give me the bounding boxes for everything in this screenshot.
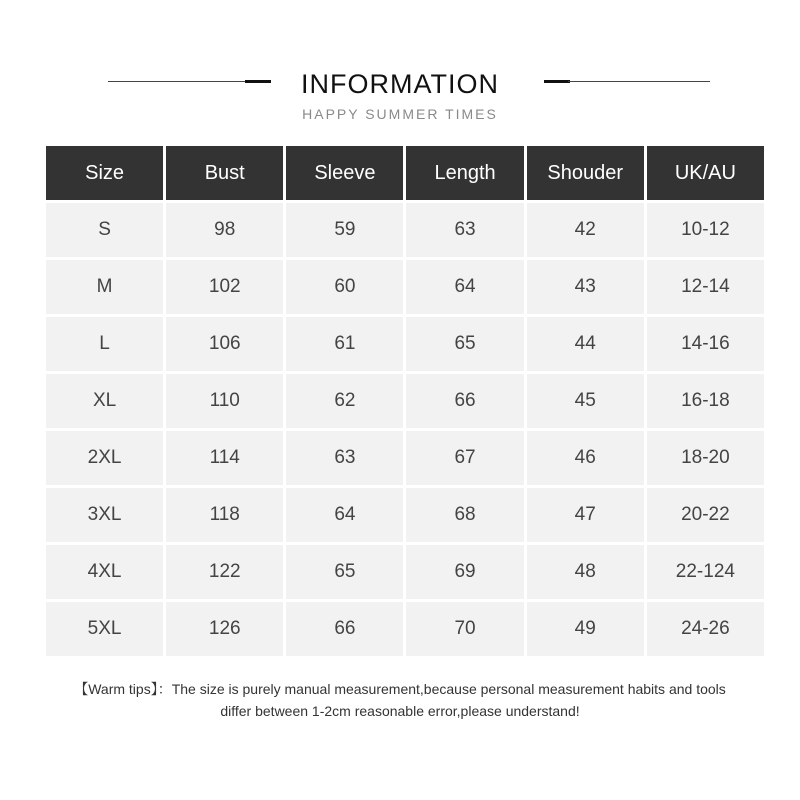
table-cell: 42 bbox=[527, 203, 644, 257]
table-cell: 64 bbox=[286, 488, 403, 542]
right-divider-line bbox=[568, 81, 710, 82]
table-cell: 48 bbox=[527, 545, 644, 599]
table-cell: S bbox=[46, 203, 163, 257]
table-cell: 69 bbox=[406, 545, 523, 599]
table-row bbox=[46, 374, 764, 428]
table-cell: 12-14 bbox=[647, 260, 764, 314]
table-cell: 65 bbox=[406, 317, 523, 371]
table-row bbox=[46, 602, 764, 656]
table-cell: 102 bbox=[166, 260, 283, 314]
column-header-shoulder: Shouder bbox=[527, 146, 644, 200]
table-cell: 24-26 bbox=[647, 602, 764, 656]
table-cell: 59 bbox=[286, 203, 403, 257]
table-row bbox=[46, 488, 764, 542]
page-header bbox=[0, 66, 800, 126]
table-cell: 20-22 bbox=[647, 488, 764, 542]
table-row bbox=[46, 431, 764, 485]
table-cell: 18-20 bbox=[647, 431, 764, 485]
column-header-sleeve: Sleeve bbox=[286, 146, 403, 200]
table-cell: 67 bbox=[406, 431, 523, 485]
table-cell: 66 bbox=[406, 374, 523, 428]
page-title: INFORMATION bbox=[301, 69, 499, 99]
table-cell: 61 bbox=[286, 317, 403, 371]
table-cell: 114 bbox=[166, 431, 283, 485]
table-cell: 45 bbox=[527, 374, 644, 428]
table-cell: 60 bbox=[286, 260, 403, 314]
table-cell: M bbox=[46, 260, 163, 314]
table-cell: 16-18 bbox=[647, 374, 764, 428]
column-header-length: Length bbox=[406, 146, 523, 200]
table-cell: 49 bbox=[527, 602, 644, 656]
table-cell: 68 bbox=[406, 488, 523, 542]
table-cell: 98 bbox=[166, 203, 283, 257]
table-row bbox=[46, 260, 764, 314]
table-cell: 3XL bbox=[46, 488, 163, 542]
table-cell: 70 bbox=[406, 602, 523, 656]
table-cell: 22-124 bbox=[647, 545, 764, 599]
right-divider-accent bbox=[544, 80, 570, 83]
column-header-uk-au: UK/AU bbox=[647, 146, 764, 200]
table-cell: 10-12 bbox=[647, 203, 764, 257]
table-cell: 63 bbox=[406, 203, 523, 257]
table-cell: XL bbox=[46, 374, 163, 428]
table-cell: 63 bbox=[286, 431, 403, 485]
table-cell: 47 bbox=[527, 488, 644, 542]
warm-tips-line-2: differ between 1-2cm reasonable error,please understand! bbox=[220, 703, 580, 719]
table-cell: L bbox=[46, 317, 163, 371]
column-header-size: Size bbox=[46, 146, 163, 200]
table-cell: 46 bbox=[527, 431, 644, 485]
table-row bbox=[46, 203, 764, 257]
table-cell: 118 bbox=[166, 488, 283, 542]
table-row bbox=[46, 545, 764, 599]
table-header-row bbox=[46, 146, 764, 200]
size-chart-table bbox=[43, 143, 767, 659]
table-cell: 122 bbox=[166, 545, 283, 599]
warm-tips-line-1: 【Warm tips】：The size is purely manual measurement,because personal measurement habits and tools bbox=[74, 681, 726, 697]
column-header-bust: Bust bbox=[166, 146, 283, 200]
table-cell: 64 bbox=[406, 260, 523, 314]
table-cell: 110 bbox=[166, 374, 283, 428]
table-cell: 66 bbox=[286, 602, 403, 656]
table-cell: 62 bbox=[286, 374, 403, 428]
table-cell: 5XL bbox=[46, 602, 163, 656]
table-cell: 44 bbox=[527, 317, 644, 371]
table-cell: 43 bbox=[527, 260, 644, 314]
table-cell: 14-16 bbox=[647, 317, 764, 371]
page-subtitle: HAPPY SUMMER TIMES bbox=[302, 106, 498, 122]
table-cell: 106 bbox=[166, 317, 283, 371]
table-cell: 126 bbox=[166, 602, 283, 656]
table-row bbox=[46, 317, 764, 371]
table-cell: 4XL bbox=[46, 545, 163, 599]
table-cell: 2XL bbox=[46, 431, 163, 485]
table-cell: 65 bbox=[286, 545, 403, 599]
warm-tips-note bbox=[0, 678, 800, 722]
